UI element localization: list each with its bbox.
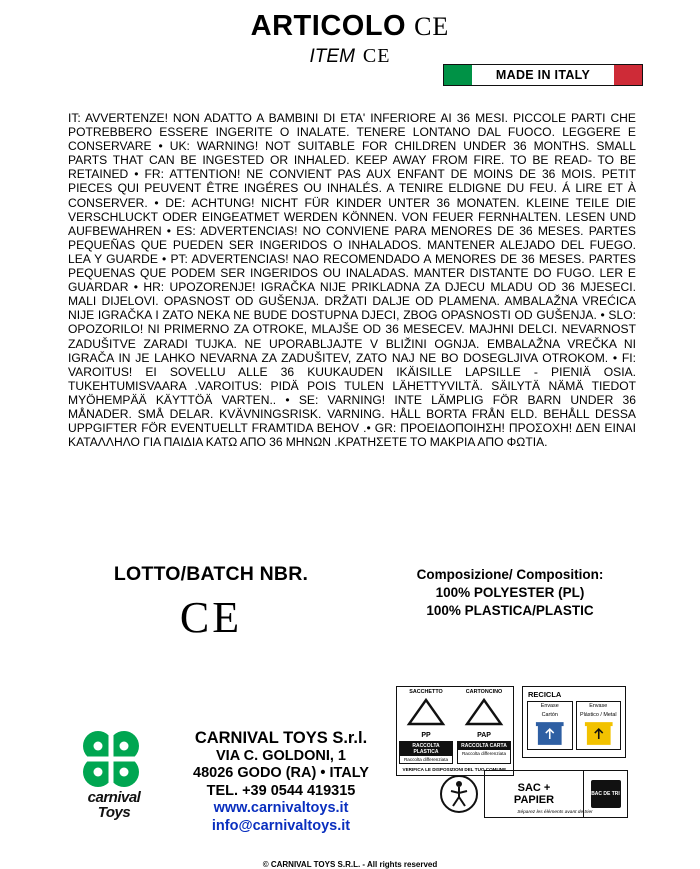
recycling-label-cartoncino: CARTONCINO <box>465 689 503 695</box>
mobius-loop-icon <box>464 697 504 731</box>
sac-papier-line-1: SAC + <box>517 782 551 794</box>
recycling-box-france <box>438 770 628 822</box>
mobius-triangle-row <box>397 697 513 731</box>
recycling-band-carta-title: RACCOLTA CARTA <box>458 742 510 750</box>
lotto-block <box>86 563 336 643</box>
lotto-title: LOTTO/BATCH NBR. <box>113 563 309 585</box>
copyright-footer: © CARNIVAL TOYS S.R.L. - All rights reserved <box>262 860 438 869</box>
recycling-bin-icon <box>528 719 572 749</box>
composition-title: Composizione/ Composition: <box>416 567 604 582</box>
recicla-bin-carton <box>527 701 573 750</box>
recicla-title: RECICLA <box>528 690 562 699</box>
sac-papier-line-2: PAPIER <box>513 794 555 806</box>
recycling-band-plastica-sub: Raccolta differenziata <box>403 757 449 762</box>
sac-papier-footer: Séparez les éléments avant de trier <box>517 810 593 815</box>
italy-flag-red-stripe <box>614 65 642 85</box>
recycling-band-plastica <box>399 741 453 764</box>
recycling-codes <box>397 732 513 739</box>
recycling-symbols <box>396 686 646 826</box>
recycling-box-italy-headers <box>397 687 513 695</box>
recicla-bin-carton-label-2: Cartón <box>541 711 558 718</box>
recycling-box-recicla <box>522 686 626 758</box>
item-label: ITEM <box>309 45 355 67</box>
recycling-band-plastica-title: RACCOLTA PLASTICA <box>400 742 452 756</box>
warnings-text: IT: AVVERTENZE! NON ADATTO A BAMBINI DI ETA' INFERIORE AI 36 MESI. PICCOLE PARTI CHE POTREBBERO ESSERE INGERITE O INALATE. TENERE LONTANO DAL FUOCO. LEGGERE E CONSERVARE • UK: WARNING! NOT SUITABLE FOR CHILDREN UNDER 36 MONTHS. SMALL PARTS THAT CAN BE INGESTED OR INHALED. KEEP AWAY FROM FIRE. TO BE READ- TO BE RETAINED • FR: ATTENTION! NE CONVIENT PAS AUX ENFANT DE MOINS DE 36 MOIS. PETIT PIECES QUI PEUVENT ÊTRE INGÉRES OU INHALÉS. A TENIRE ELDIGNE DU FEU. Á LIRE ET À CONSERVER. • DE: ACHTUNG! NICHT FÜR KINDER UNTER 36 MONATEN. KLEINE TEILE DIE VERSCHLUCKT ODER EINGEATMET WERDEN KÖNNEN. VON FEUER FERNHALTEN. LESEN UND AUFBEWAHREN • ES: ADVERTENCIAS! NO CONVIENE PARA MENORES DE 36 MESES. PARTES PEQUEÑAS QUE PUEDEN SER INGERIDOS O INHALADOS. MANTENER ALEJADO DEL FUEGO. LEA Y GUARDE • PT: ADVERTENCIAS! NAO RECOMENDADO A MENORES DE 36 MESES. PARTES PEQUENAS QUE PODEM SER INGERIDOS OU INALADAS. MANTER DISTANTE DO FUGO. LER E GUARDAR • HR: UPOZORENJE! IGRAČKA NIJE PRIKLADNA ZA DJECU MLADU OD 36 MJESECI. MALI DIJELOVI. OPASNOST OD GUŠENJA. DRŽATI DALJE OD PLAMENA. AMBALAŽNA VREĆICA NIJE IGRAČKA I ZATO NEKA NE BUDE DOSTUPNA DJECI, ZBOG OPASNOSTI OD GUŠENJA. • SLO: OPOZORILO! NI PRIMERNO ZA OTROKE, MLAJŠE OD 36 MESECEV. MAJHNI DELCI. NEVARNOST ZADUŠITVE ZARADI TUJKA. NE UPORABLJAJTE V BLIŽINI OGNJA. EMBALAŽNA VREČKA NI IGRAČA IN JE LAHKO NEVARNA ZA ZADUŠITEV, ZATO NAJ NE BO DOSEGLJIVA OTROKOM. • FI: VAROITUS! EI SOVELLU ALLE 36 KUUKAUDEN IKÄISILLE LAPSILLE - PIENIÄ OSIA. TUKEHTUMISVAARA .VAROITUS: PIDÄ POIS TULEN LÄHETTYVILTÄ. SÄILYTÄ NÄMÄ TIEDOT MYÖHEMPÄÄ KÄYTTÖÄ VARTEN.. • SE: VARNING! INTE LÄMPLIG FÖR BARN UNDER 36 MÅNADER. SMÅ DELAR. KVÄVNINGSRISK. VARNING. HÅLL BORTA FRÅN ELD. BEHÅLL DESSA UPPGIFTER FÖR EVENTUELLT FRAMTIDA BEHOV .• GR: ΠΡΟΕΙΔΟΠΟΙΗΣΗ! ΠΡΟΣΟΧΗ! ΔΕΝ ΕΙΝΑΙ ΚΑΤΑΛΛΗΛΟ ΓΙΑ ΠΑΙΔΙΑ ΚΑΤΩ ΑΠΟ 36 ΜΗΝΩΝ .ΚΡΑΤΗΣΕΤΕ ΤΟ ΜΑΚΡΙΑ ΑΠΟ ΦΩΤΙΑ. <box>68 111 636 450</box>
clover-icon <box>74 722 148 796</box>
company-logo-word-2: Toys <box>97 804 131 821</box>
composition-material-1: 100% POLYESTER (PL) <box>435 585 585 600</box>
ce-icon: CE <box>414 11 450 41</box>
made-in-italy-badge <box>443 64 643 86</box>
company-website-link[interactable]: www.carnivaltoys.it <box>213 800 349 816</box>
recicla-bin-carton-label-1: Envase <box>540 703 559 709</box>
company-address-line-1: VIA C. GOLDONI, 1 <box>216 747 346 764</box>
company-name: CARNIVAL TOYS S.r.l. <box>194 729 368 747</box>
recicla-bin-plastico <box>576 701 622 750</box>
header <box>0 10 700 68</box>
ce-icon: CE <box>179 593 243 642</box>
recycling-bands <box>397 741 513 764</box>
ce-icon: CE <box>362 45 391 67</box>
bac-de-tri-icon: BAC DE TRI <box>591 780 621 808</box>
composition-block <box>360 566 660 620</box>
recicla-bin-plastico-label-2: Plástico / Metal <box>579 711 617 718</box>
recycling-label-sacchetto: SACCHETTO <box>409 689 443 695</box>
recycling-code-pap: PAP <box>477 732 491 739</box>
recicla-bin-plastico-label-1: Envase <box>589 703 608 709</box>
recycling-box-italy <box>396 686 514 776</box>
recycling-code-pp: PP <box>421 732 431 739</box>
triman-icon <box>438 774 480 819</box>
company-logo-wordmark <box>70 790 158 820</box>
recicla-bins <box>523 701 625 750</box>
company-address-line-2: 48026 GODO (RA) • ITALY <box>193 765 369 781</box>
company-phone: TEL. +39 0544 419315 <box>206 782 356 799</box>
recycling-box-italy-footer: VERIFICA LE DISPOSIZIONI DEL TUO COMUNE. <box>402 767 508 772</box>
italy-flag-green-stripe <box>444 65 472 85</box>
made-in-italy-label: MADE IN ITALY <box>472 65 614 85</box>
company-email-link[interactable]: info@carnivaltoys.it <box>211 817 351 834</box>
company-logo-word-1: carnival <box>87 789 141 806</box>
company-details <box>166 730 396 835</box>
company-logo <box>70 722 158 834</box>
recycling-band-carta <box>457 741 511 764</box>
mobius-loop-icon <box>406 697 446 731</box>
recycling-bin-icon <box>577 719 621 749</box>
composition-material-2: 100% PLASTICA/PLASTIC <box>426 603 594 618</box>
recycling-band-carta-sub: Raccolta differenziata <box>461 751 507 756</box>
articolo-line <box>0 10 700 43</box>
articolo-label: ARTICOLO <box>250 10 407 42</box>
